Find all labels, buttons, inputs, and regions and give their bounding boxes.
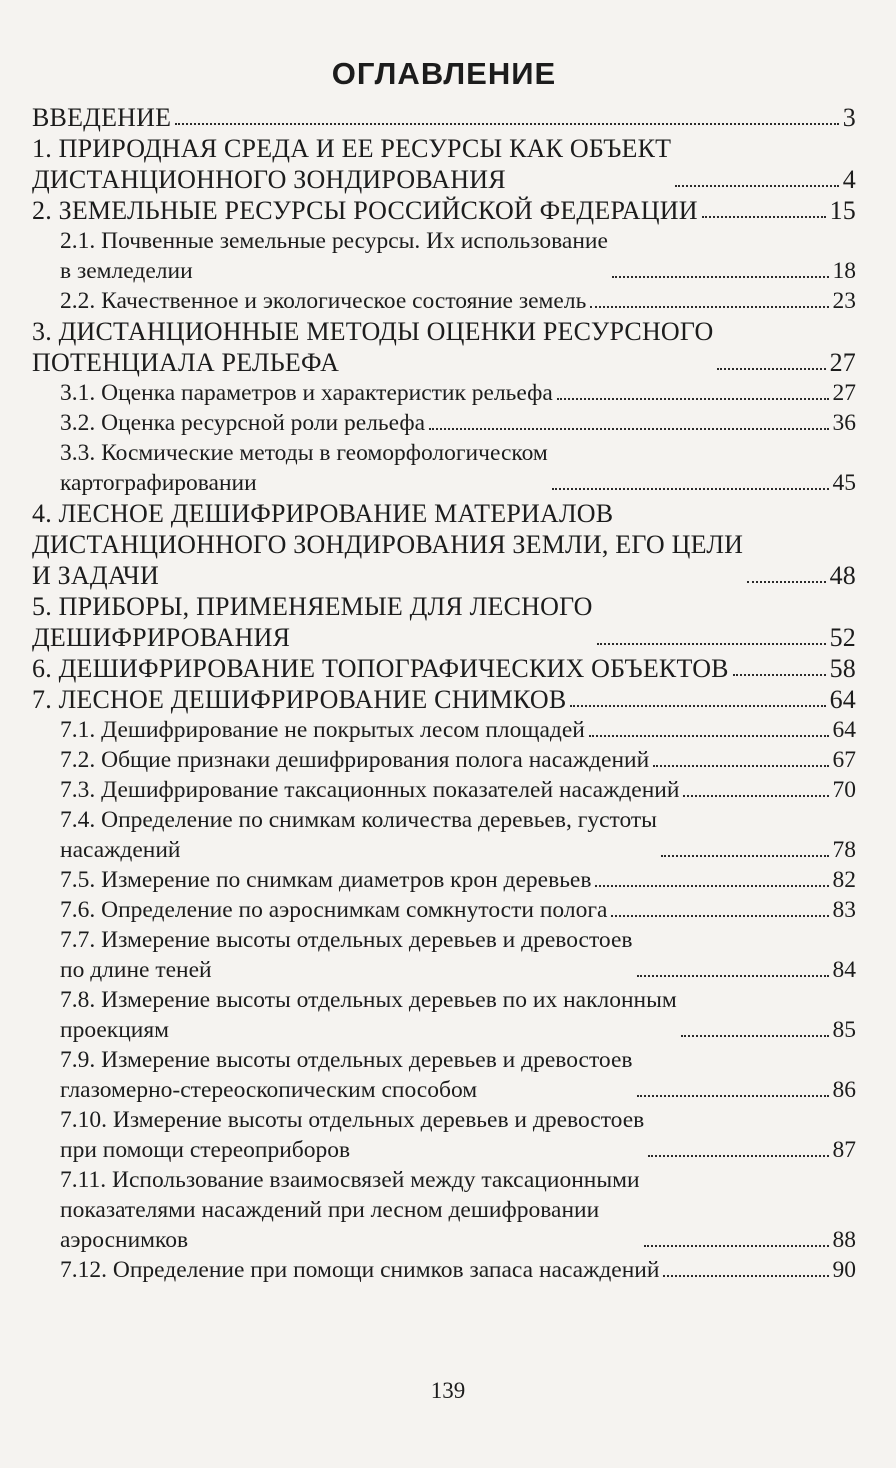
toc-section-entry bbox=[32, 1105, 856, 1165]
toc-section-entry bbox=[32, 1045, 856, 1105]
toc-entry-page: 48 bbox=[829, 561, 856, 590]
dot-leader bbox=[175, 123, 839, 125]
toc-entry-page: 67 bbox=[832, 747, 856, 773]
toc-entry-page: 88 bbox=[832, 1227, 856, 1253]
dot-leader bbox=[681, 1035, 829, 1037]
toc-entry-page: 90 bbox=[832, 1257, 856, 1283]
toc-entry-title: 3.2. Оценка ресурсной роли рельефа bbox=[60, 410, 426, 436]
toc-entry-title: 7. ЛЕСНОЕ ДЕШИФРИРОВАНИЕ СНИМКОВ bbox=[32, 685, 567, 714]
toc-entry-title: ВВЕДЕНИЕ bbox=[32, 103, 172, 132]
dot-leader bbox=[648, 1155, 828, 1157]
toc-entry-title: 7.11. Использование взаимосвязей между таксационными показателями насаждений при лесном дешифровании аэроснимков bbox=[60, 1167, 640, 1253]
toc-section-entry bbox=[32, 745, 856, 775]
dot-leader bbox=[429, 428, 828, 430]
toc-section-entry bbox=[32, 286, 856, 316]
toc-entry-page: 27 bbox=[829, 348, 856, 377]
toc-entry-page: 87 bbox=[832, 1137, 856, 1163]
dot-leader bbox=[733, 674, 826, 676]
toc-entry-title: 2.1. Почвенные земельные ресурсы. Их использование в земледелии bbox=[60, 228, 608, 284]
toc-section-entry bbox=[32, 408, 856, 438]
toc-entry-page: 58 bbox=[829, 654, 856, 683]
toc-chapter-entry bbox=[32, 316, 856, 378]
dot-leader bbox=[611, 915, 828, 917]
dot-leader bbox=[717, 368, 825, 370]
table-of-contents bbox=[32, 102, 856, 1285]
toc-entry-title: 3.1. Оценка параметров и характеристик рельефа bbox=[60, 380, 553, 406]
toc-section-entry bbox=[32, 1255, 856, 1285]
toc-entry-page: 4 bbox=[842, 165, 856, 194]
toc-entry-title: 7.8. Измерение высоты отдельных деревьев по их наклонным проекциям bbox=[60, 987, 677, 1043]
page-title: ОГЛАВЛЕНИЕ bbox=[331, 56, 557, 91]
dot-leader bbox=[644, 1245, 829, 1247]
toc-entry-page: 64 bbox=[829, 685, 856, 714]
dot-leader bbox=[663, 1275, 828, 1277]
toc-entry-title: 7.5. Измерение по снимкам диаметров крон деревьев bbox=[60, 867, 592, 893]
toc-entry-page: 84 bbox=[832, 957, 856, 983]
toc-entry-title: 1. ПРИРОДНАЯ СРЕДА И ЕЕ РЕСУРСЫ КАК ОБЪЕКТ ДИСТАНЦИОННОГО ЗОНДИРОВАНИЯ bbox=[32, 134, 672, 194]
toc-chapter-entry bbox=[32, 684, 856, 715]
toc-section-entry bbox=[32, 805, 856, 865]
toc-entry-title: 7.7. Измерение высоты отдельных деревьев и древостоев по длине теней bbox=[60, 927, 633, 983]
toc-entry-page: 70 bbox=[832, 777, 856, 803]
toc-chapter-entry bbox=[32, 498, 856, 591]
toc-entry-title: 3. ДИСТАНЦИОННЫЕ МЕТОДЫ ОЦЕНКИ РЕСУРСНОГО ПОТЕНЦИАЛА РЕЛЬЕФА bbox=[32, 317, 714, 377]
toc-entry-page: 78 bbox=[832, 837, 856, 863]
dot-leader bbox=[595, 885, 828, 887]
toc-entry-page: 3 bbox=[842, 103, 856, 132]
dot-leader bbox=[675, 185, 839, 187]
dot-leader bbox=[557, 398, 829, 400]
toc-entry-page: 82 bbox=[832, 867, 856, 893]
toc-entry-title: 4. ЛЕСНОЕ ДЕШИФРИРОВАНИЕ МАТЕРИАЛОВ ДИСТАНЦИОННОГО ЗОНДИРОВАНИЯ ЗЕМЛИ, ЕГО ЦЕЛИ И ЗАДАЧИ bbox=[32, 499, 744, 590]
dot-leader bbox=[589, 735, 829, 737]
dot-leader bbox=[702, 216, 826, 218]
toc-entry-title: 7.12. Определение при помощи снимков запаса насаждений bbox=[60, 1257, 660, 1283]
toc-entry-page: 45 bbox=[832, 470, 856, 496]
toc-entry-page: 86 bbox=[832, 1077, 856, 1103]
dot-leader bbox=[570, 705, 825, 707]
toc-entry-title: 7.2. Общие признаки дешифрирования полога насаждений bbox=[60, 747, 650, 773]
dot-leader bbox=[747, 581, 825, 583]
toc-entry-title: 7.4. Определение по снимкам количества деревьев, густоты насаждений bbox=[60, 807, 657, 863]
toc-section-entry bbox=[32, 865, 856, 895]
toc-entry-page: 27 bbox=[832, 380, 856, 406]
toc-entry-title: 7.6. Определение по аэроснимкам сомкнутости полога bbox=[60, 897, 608, 923]
toc-section-entry bbox=[32, 715, 856, 745]
toc-entry-title: 2.2. Качественное и экологическое состояние земель bbox=[60, 288, 587, 314]
toc-chapter-entry bbox=[32, 102, 856, 133]
toc-entry-title: 5. ПРИБОРЫ, ПРИМЕНЯЕМЫЕ ДЛЯ ЛЕСНОГО ДЕШИФРИРОВАНИЯ bbox=[32, 592, 593, 652]
toc-section-entry bbox=[32, 438, 856, 498]
toc-entry-page: 23 bbox=[832, 288, 856, 314]
toc-section-entry bbox=[32, 226, 856, 286]
toc-entry-page: 15 bbox=[829, 196, 856, 225]
toc-chapter-entry bbox=[32, 195, 856, 226]
toc-entry-page: 64 bbox=[832, 717, 856, 743]
dot-leader bbox=[637, 975, 829, 977]
toc-entry-title: 7.9. Измерение высоты отдельных деревьев и древостоев глазомерно-стереоскопическим способом bbox=[60, 1047, 633, 1103]
toc-section-entry bbox=[32, 985, 856, 1045]
dot-leader bbox=[612, 276, 829, 278]
dot-leader bbox=[683, 795, 828, 797]
toc-section-entry bbox=[32, 378, 856, 408]
toc-entry-title: 7.3. Дешифрирование таксационных показателей насаждений bbox=[60, 777, 680, 803]
toc-entry-page: 85 bbox=[832, 1017, 856, 1043]
toc-entry-title: 7.10. Измерение высоты отдельных деревьев и древостоев при помощи стереоприборов bbox=[60, 1107, 645, 1163]
toc-chapter-entry bbox=[32, 591, 856, 653]
dot-leader bbox=[661, 855, 829, 857]
toc-entry-title: 2. ЗЕМЕЛЬНЫЕ РЕСУРСЫ РОССИЙСКОЙ ФЕДЕРАЦИИ bbox=[32, 196, 698, 225]
dot-leader bbox=[590, 306, 828, 308]
toc-entry-page: 52 bbox=[829, 623, 856, 652]
toc-entry-page: 83 bbox=[832, 897, 856, 923]
toc-entry-page: 36 bbox=[832, 410, 856, 436]
toc-section-entry bbox=[32, 925, 856, 985]
toc-section-entry bbox=[32, 775, 856, 805]
toc-section-entry bbox=[32, 895, 856, 925]
page-number: 139 bbox=[430, 1378, 466, 1403]
dot-leader bbox=[552, 488, 829, 490]
toc-entry-title: 6. ДЕШИФРИРОВАНИЕ ТОПОГРАФИЧЕСКИХ ОБЪЕКТОВ bbox=[32, 654, 729, 683]
toc-section-entry bbox=[32, 1165, 856, 1255]
toc-chapter-entry bbox=[32, 653, 856, 684]
dot-leader bbox=[637, 1095, 829, 1097]
toc-entry-title: 7.1. Дешифрирование не покрытых лесом площадей bbox=[60, 717, 585, 743]
dot-leader bbox=[597, 643, 826, 645]
toc-chapter-entry bbox=[32, 133, 856, 195]
toc-entry-page: 18 bbox=[832, 258, 856, 284]
dot-leader bbox=[653, 765, 828, 767]
toc-entry-title: 3.3. Космические методы в геоморфологическом картографировании bbox=[60, 440, 548, 496]
